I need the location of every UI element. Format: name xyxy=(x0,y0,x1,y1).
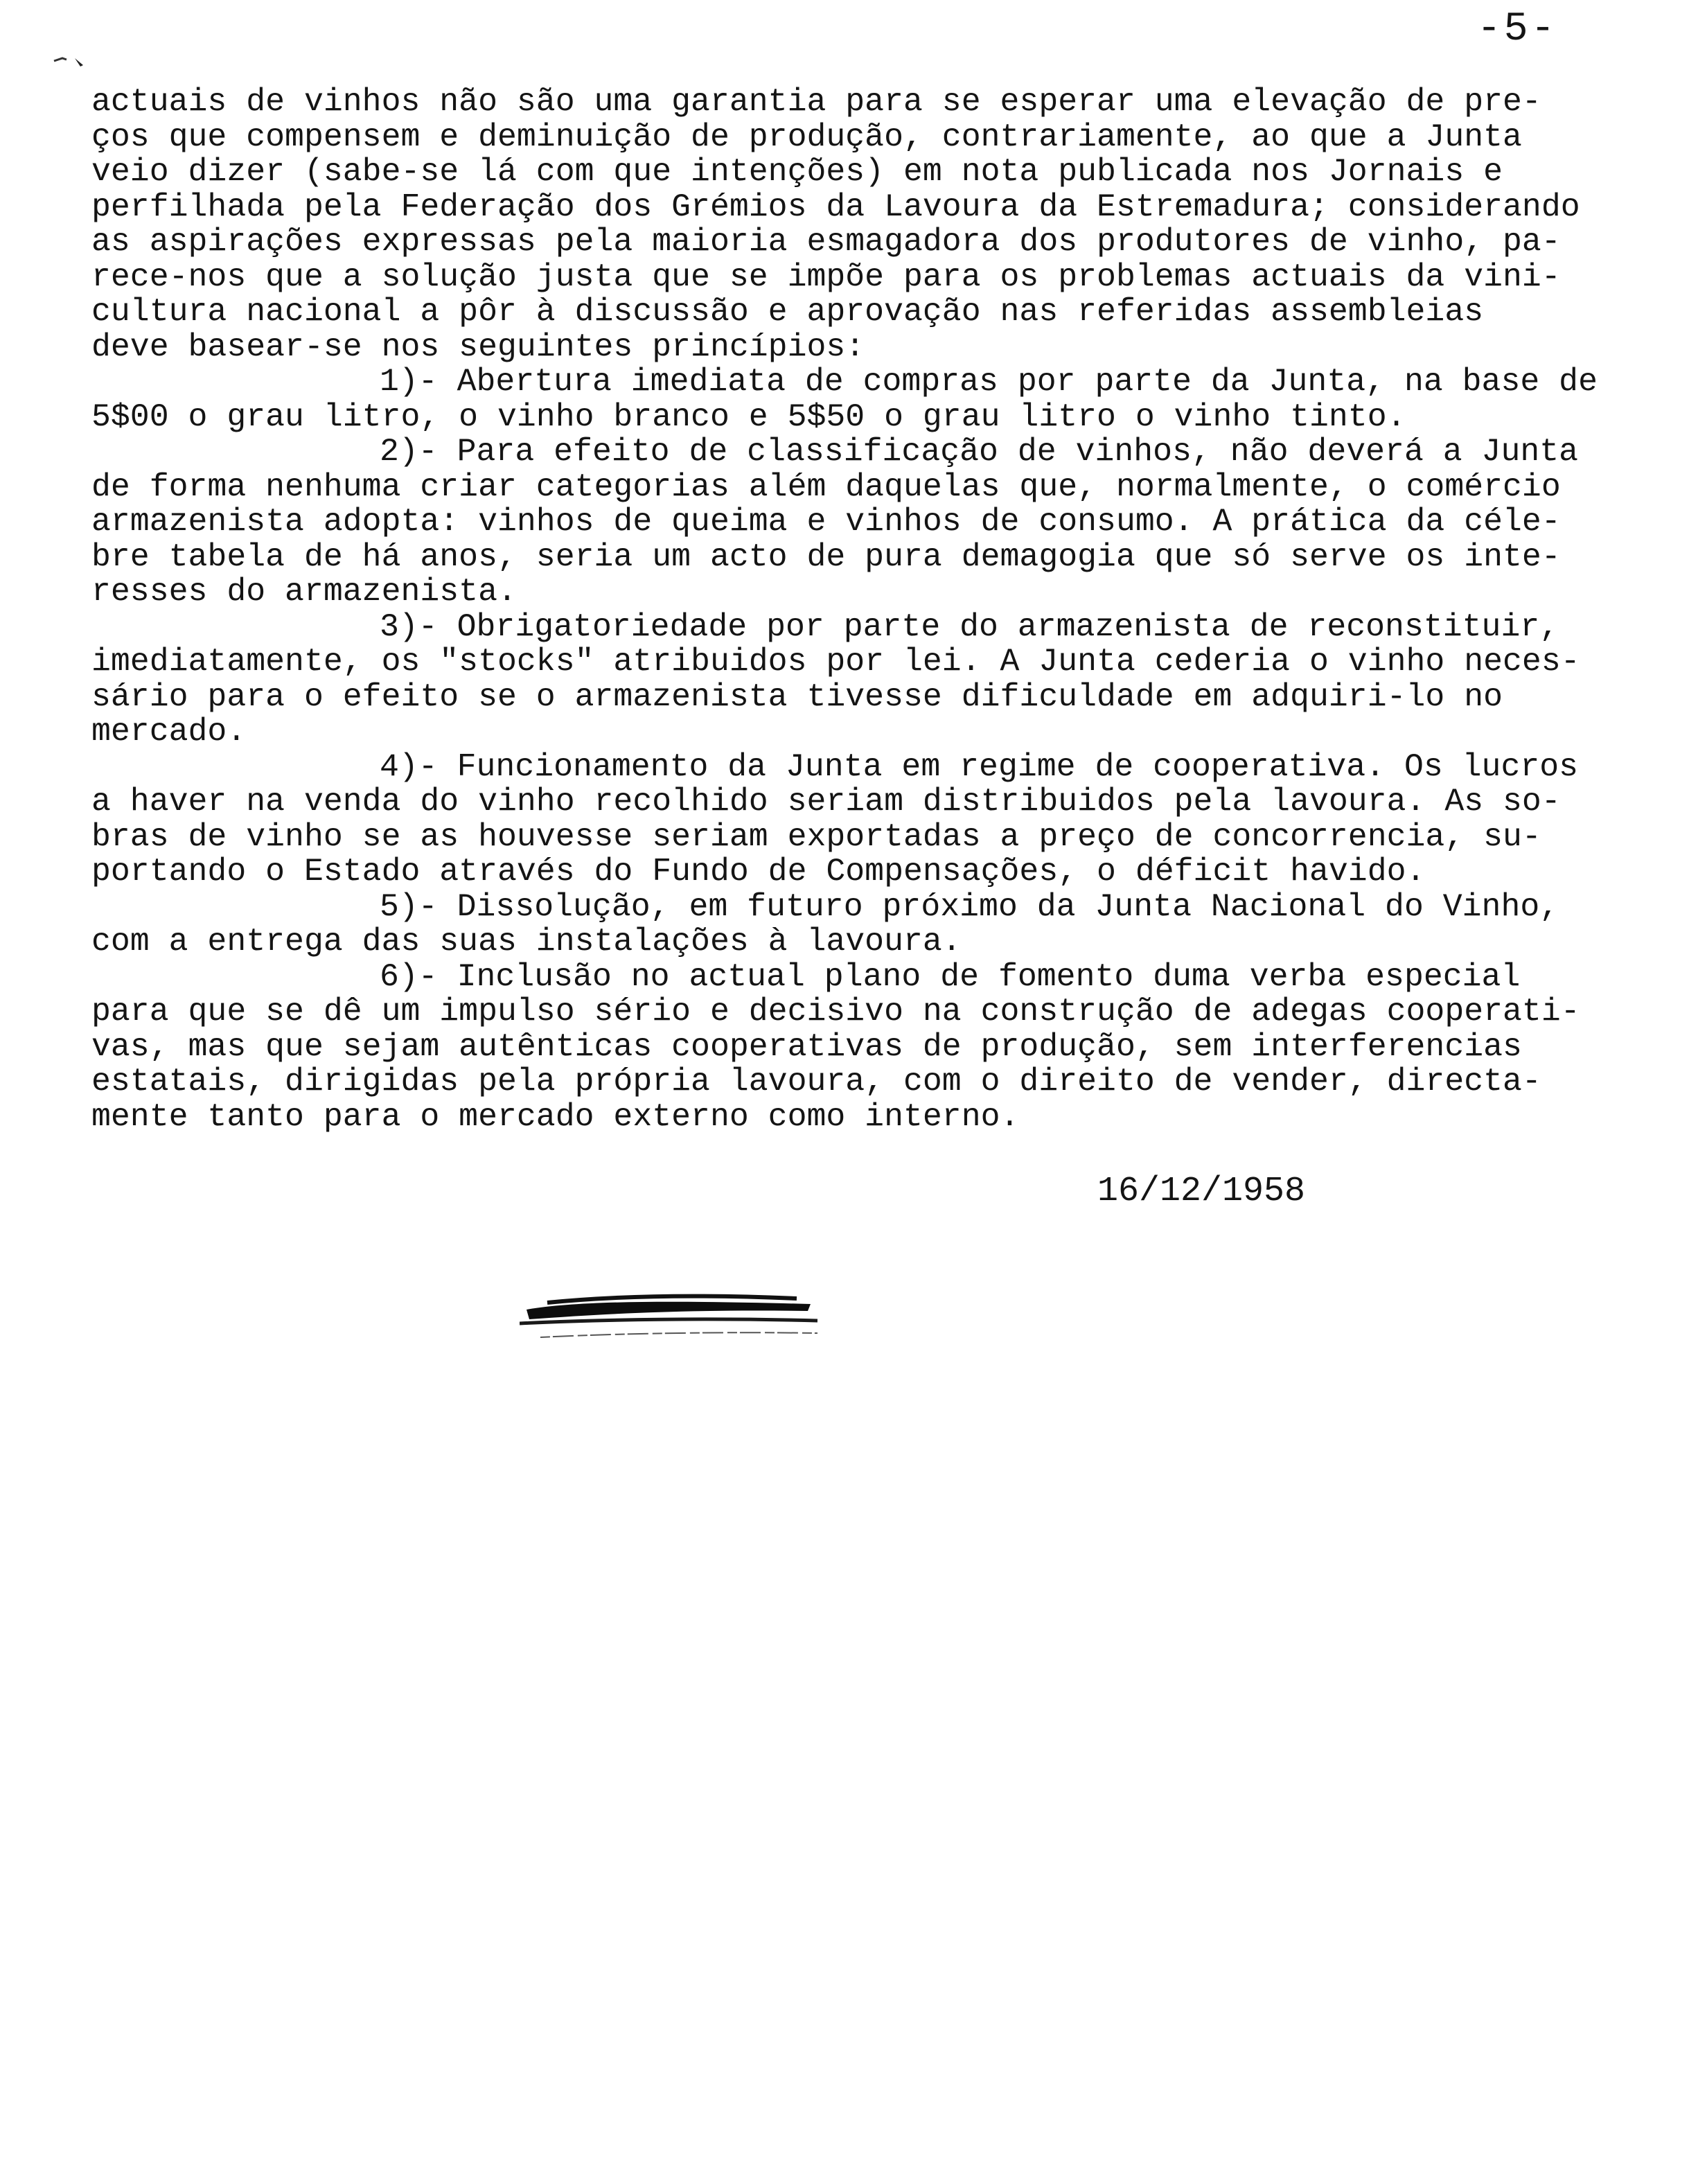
text-line: portando o Estado através do Fundo de Compensações, o déficit havido. xyxy=(91,853,1426,890)
text-line: com a entrega das suas instalações à lavoura. xyxy=(91,923,962,960)
text-line: veio dizer (sabe-se lá com que intenções) em nota publicada nos Jornais e xyxy=(91,153,1503,190)
page-number: -5- xyxy=(1477,7,1558,52)
text-line: estatais, dirigidas pela própria lavoura, com o direito de vender, directa- xyxy=(91,1063,1541,1100)
text-line: de forma nenhuma criar categorias além daquelas que, normalmente, o comércio xyxy=(91,468,1561,505)
text-line: vas, mas que sejam autênticas cooperativas de produção, sem interferencias xyxy=(91,1028,1522,1065)
text-line: actuais de vinhos não são uma garantia para se esperar uma elevação de pre- xyxy=(91,83,1541,120)
text-line: 5)- Dissolução, em futuro próximo da Junta Nacional do Vinho, xyxy=(380,888,1559,925)
principle-6 xyxy=(91,960,1685,1135)
ink-mark xyxy=(53,53,115,77)
intro-paragraph xyxy=(91,85,1685,364)
text-line: 1)- Abertura imediata de compras por parte da Junta, na base de xyxy=(380,363,1598,400)
text-line: rece-nos que a solução justa que se impõe para os problemas actuais da vini- xyxy=(91,258,1561,295)
text-line: bras de vinho se as houvesse seriam exportadas a preço de concorrencia, su- xyxy=(91,818,1541,855)
text-line: bre tabela de há anos, seria um acto de pura demagogia que só serve os inte- xyxy=(91,538,1561,575)
principle-2 xyxy=(91,434,1685,610)
text-line: 4)- Funcionamento da Junta em regime de cooperativa. Os lucros xyxy=(380,748,1579,785)
text-line: sário para o efeito se o armazenista tivesse dificuldade em adquiri-lo no xyxy=(91,678,1503,715)
text-line: ços que compensem e deminuição de produção, contrariamente, ao que a Junta xyxy=(91,118,1522,155)
principle-4 xyxy=(91,750,1685,890)
text-line: armazenista adopta: vinhos de queima e vinhos de consumo. A prática da céle- xyxy=(91,503,1561,540)
document-body xyxy=(91,85,1685,1134)
principle-3 xyxy=(91,610,1685,750)
text-line: a haver na venda do vinho recolhido seriam distribuidos pela lavoura. As so- xyxy=(91,783,1561,820)
text-line: resses do armazenista. xyxy=(91,573,517,610)
text-line: 2)- Para efeito de classificação de vinhos, não deverá a Junta xyxy=(380,433,1579,470)
principle-1 xyxy=(91,364,1685,434)
text-line: perfilhada pela Federação dos Grémios da Lavoura da Estremadura; considerando xyxy=(91,188,1580,225)
redacted-signature xyxy=(520,1289,824,1348)
text-line: mercado. xyxy=(91,713,247,750)
text-line: as aspirações expressas pela maioria esmagadora dos produtores de vinho, pa- xyxy=(91,223,1561,260)
text-line: imediatamente, os "stocks" atribuidos por lei. A Junta cederia o vinho neces- xyxy=(91,643,1580,680)
text-line: 5$00 o grau litro, o vinho branco e 5$50 o grau litro o vinho tinto. xyxy=(91,398,1406,435)
text-line: deve basear-se nos seguintes princípios: xyxy=(91,328,865,365)
text-line: para que se dê um impulso sério e decisivo na construção de adegas cooperati- xyxy=(91,993,1580,1030)
text-line: mente tanto para o mercado externo como interno. xyxy=(91,1098,1020,1135)
principle-5 xyxy=(91,890,1685,960)
text-line: cultura nacional a pôr à discussão e aprovação nas referidas assembleias xyxy=(91,293,1484,330)
text-line: 6)- Inclusão no actual plano de fomento duma verba especial xyxy=(380,958,1521,995)
document-date: 16/12/1958 xyxy=(1097,1172,1306,1211)
text-line: 3)- Obrigatoriedade por parte do armazenista de reconstituir, xyxy=(380,608,1559,645)
